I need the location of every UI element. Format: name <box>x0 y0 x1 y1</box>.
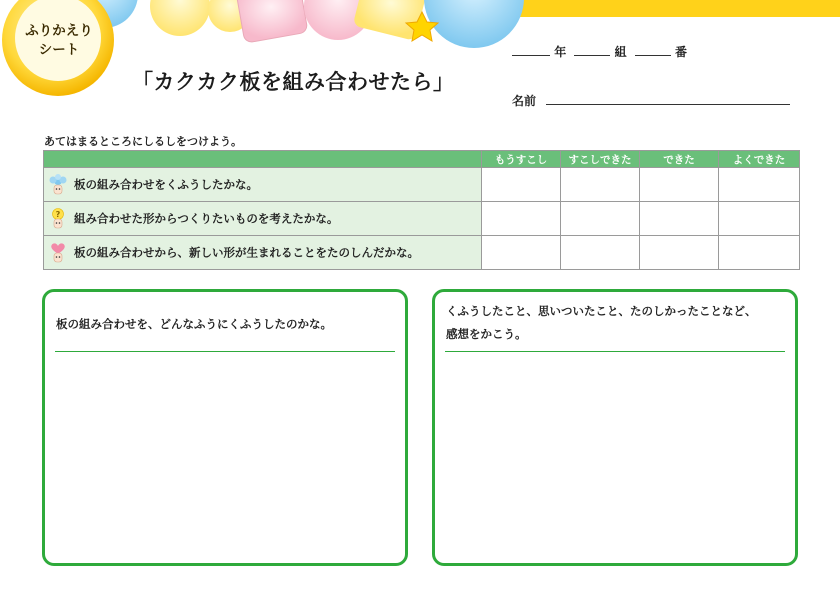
year-label: 年 <box>554 45 567 59</box>
table-row <box>44 236 800 270</box>
left-box-divider <box>55 351 395 352</box>
check-cell-mousukoshi[interactable] <box>482 236 561 270</box>
column-header-dekita: できた <box>640 151 719 168</box>
self-evaluation-table <box>43 150 800 270</box>
instruction-text: あてはまるところにしるしをつけよう。 <box>44 135 242 148</box>
impressions-writing-box[interactable] <box>432 289 798 566</box>
pink-heart-character-icon <box>48 242 68 264</box>
right-box-divider <box>445 351 785 352</box>
class-info-row <box>512 43 687 60</box>
number-blank[interactable] <box>635 43 671 56</box>
reflection-sheet-badge <box>14 22 104 60</box>
column-header-yokudekita: よくできた <box>719 151 800 168</box>
check-cell-yokudekita[interactable] <box>719 168 800 202</box>
check-cell-dekita[interactable] <box>640 202 719 236</box>
class-blank[interactable] <box>574 43 610 56</box>
yellow-question-character-icon <box>48 208 68 230</box>
badge-label-line1: ふりかえり <box>25 23 93 39</box>
pink-square-shape <box>236 0 308 43</box>
question-cell <box>44 168 482 202</box>
question-text: 板の組み合わせから、新しい形が生まれることをたのしんだかな。 <box>74 245 419 259</box>
left-box-prompt: 板の組み合わせを、どんなふうにくふうしたのかな。 <box>56 317 332 331</box>
name-label: 名前 <box>512 94 537 108</box>
year-blank[interactable] <box>512 43 550 56</box>
check-cell-sukoshidekita[interactable] <box>561 236 640 270</box>
right-box-prompt-line2: 感想をかこう。 <box>446 327 527 341</box>
big-blue-circle-shape <box>424 0 524 48</box>
check-cell-yokudekita[interactable] <box>719 236 800 270</box>
question-cell <box>44 236 482 270</box>
number-label: 番 <box>674 45 687 59</box>
svg-text:?: ? <box>55 209 61 219</box>
top-yellow-band <box>520 0 840 17</box>
question-text: 板の組み合わせをくふうしたかな。 <box>74 177 258 191</box>
header-blank-cell <box>44 151 482 168</box>
badge-label-line2: シート <box>38 42 80 58</box>
question-text: 組み合わせた形からつくりたいものを考えたかな。 <box>74 211 339 225</box>
check-cell-dekita[interactable] <box>640 168 719 202</box>
yellow-circle-shape <box>150 0 210 36</box>
column-header-sukoshidekita: すこしできた <box>561 151 640 168</box>
table-row <box>44 202 800 236</box>
table-header-row <box>44 151 800 168</box>
check-cell-sukoshidekita[interactable] <box>561 202 640 236</box>
blue-flower-character-icon <box>48 174 68 196</box>
ingenuity-writing-box[interactable] <box>42 289 408 566</box>
check-cell-mousukoshi[interactable] <box>482 202 561 236</box>
check-cell-dekita[interactable] <box>640 236 719 270</box>
class-label: 組 <box>614 45 627 59</box>
name-row <box>512 92 790 109</box>
check-cell-yokudekita[interactable] <box>719 202 800 236</box>
check-cell-sukoshidekita[interactable] <box>561 168 640 202</box>
question-cell <box>44 202 482 236</box>
right-box-prompt-line1: くふうしたこと、思いついたこと、たのしかったことなど、 <box>446 304 757 318</box>
table-row <box>44 168 800 202</box>
check-cell-mousukoshi[interactable] <box>482 168 561 202</box>
page-title: 「カクカク板を組み合わせたら」 <box>132 70 455 94</box>
name-blank[interactable] <box>546 92 790 105</box>
column-header-mousukoshi: もうすこし <box>482 151 561 168</box>
